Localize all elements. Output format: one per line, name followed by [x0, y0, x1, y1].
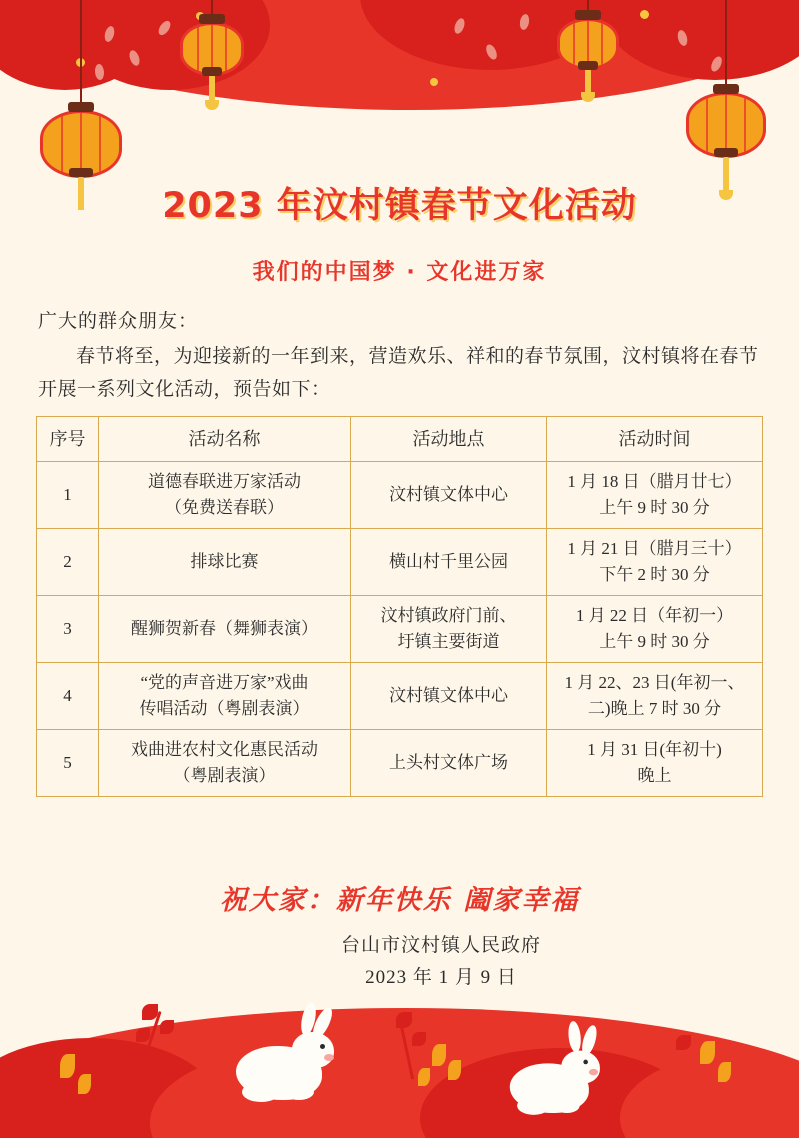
cell-line: 晚上	[637, 766, 672, 785]
page-title: 2023 年汶村镇春节文化活动	[162, 186, 637, 226]
cell-line: “党的声音进万家”戏曲	[140, 673, 309, 692]
lantern-cord	[587, 0, 589, 18]
cell-line: 上头村文体广场	[389, 753, 508, 772]
cell-time	[547, 730, 763, 797]
lantern-cap	[713, 84, 739, 94]
table-row	[37, 596, 763, 663]
decor-blob	[600, 0, 799, 80]
cell-line: （粤剧表演）	[173, 766, 276, 785]
cell-line: 横山村千里公园	[389, 552, 508, 571]
activities-table-wrapper	[36, 416, 762, 797]
rabbit-ear	[567, 1021, 582, 1053]
rabbit-icon	[228, 1024, 338, 1102]
decor-hill	[0, 1038, 220, 1138]
cell-line: 戏曲进农村文化惠民活动	[131, 740, 318, 759]
cell-place	[351, 596, 547, 663]
rabbit-ear	[579, 1024, 599, 1057]
cell-line: 1 月 31 日(年初十)	[587, 740, 722, 759]
decor-dot	[430, 78, 438, 86]
cell-place	[351, 730, 547, 797]
decor-seed	[128, 49, 142, 67]
rabbit-body	[236, 1046, 322, 1100]
cell-name	[99, 730, 351, 797]
cell-line: 醒狮贺新春（舞狮表演）	[131, 619, 318, 638]
cell-line: 汶村镇文体中心	[389, 686, 508, 705]
decor-hill	[620, 1053, 799, 1138]
decor-leaf-gold	[432, 1044, 446, 1066]
decor-seed	[156, 19, 173, 37]
decor-seed	[676, 29, 689, 47]
cell-no: 1	[37, 462, 99, 529]
cell-place	[351, 462, 547, 529]
decor-hill	[150, 1048, 450, 1138]
rabbit-head	[292, 1032, 334, 1068]
decor-leaf	[160, 1020, 174, 1034]
cell-name	[99, 596, 351, 663]
decor-leaf	[396, 1012, 412, 1028]
blessing-text: 祝大家：新年快乐 阖家幸福	[219, 885, 580, 916]
signature-block	[341, 930, 541, 994]
rabbit-eye	[320, 1044, 325, 1049]
cell-no: 3	[37, 596, 99, 663]
lantern-cap	[575, 10, 601, 20]
cell-time	[547, 596, 763, 663]
decor-hill	[420, 1048, 700, 1138]
rabbit-head	[561, 1050, 600, 1083]
lantern-cord	[211, 0, 213, 22]
cell-time	[547, 663, 763, 730]
cell-line: 1 月 21 日（腊月三十）	[567, 539, 742, 558]
lantern-bottom-cap	[202, 67, 222, 76]
decor-seed	[103, 25, 116, 43]
lantern-icon	[40, 110, 122, 178]
decor-leaf	[676, 1035, 691, 1050]
lantern-tassel	[209, 74, 215, 104]
table-row	[37, 462, 763, 529]
lantern-cap	[199, 14, 225, 24]
decor-blob	[360, 0, 620, 70]
lantern-icon	[180, 22, 244, 76]
decor-stem	[141, 1011, 161, 1065]
decor-leaf-gold	[60, 1054, 75, 1078]
lantern-body	[686, 92, 766, 158]
lantern-cord	[725, 0, 727, 92]
cell-line: （免费送春联）	[165, 498, 284, 517]
cell-line: 排球比赛	[190, 552, 259, 571]
lantern-icon	[686, 92, 766, 158]
decor-dot	[76, 58, 85, 67]
decor-stem	[399, 1020, 414, 1079]
top-red-banner	[0, 0, 799, 110]
table-header-name: 活动名称	[99, 417, 351, 462]
rabbit-leg	[242, 1082, 280, 1102]
rabbit-cheek	[589, 1069, 598, 1075]
signature-date: 2023 年 1 月 9 日	[365, 967, 517, 988]
lantern-cap	[68, 102, 94, 112]
cell-no: 4	[37, 663, 99, 730]
cell-name	[99, 462, 351, 529]
cell-no: 2	[37, 529, 99, 596]
table-row	[37, 663, 763, 730]
cell-line: 下午 2 时 30 分	[599, 565, 710, 584]
activities-table	[36, 416, 763, 797]
decor-blob	[0, 0, 160, 90]
intro-paragraph: 春节将至，为迎接新的一年到来，营造欢乐、祥和的春节氛围，汶村镇将在春节开展一系列文化活动，预告如下：	[38, 346, 759, 400]
cell-line: 上午 9 时 30 分	[599, 632, 710, 651]
decor-seed	[94, 64, 104, 81]
cell-name	[99, 529, 351, 596]
decor-leaf-gold	[448, 1060, 461, 1080]
rabbit-leg	[517, 1096, 550, 1114]
bottom-red-banner	[0, 1008, 799, 1138]
lantern-bottom-cap	[69, 168, 93, 177]
decor-seed	[484, 43, 499, 61]
decor-seed	[453, 17, 467, 35]
decor-leaf	[142, 1004, 158, 1020]
lantern-body	[180, 22, 244, 76]
decor-leaf	[136, 1028, 150, 1042]
lantern-bottom-cap	[714, 148, 738, 157]
cell-line: 1 月 18 日（腊月廿七）	[567, 472, 742, 491]
table-row	[37, 730, 763, 797]
cell-name	[99, 663, 351, 730]
cell-no: 5	[37, 730, 99, 797]
cell-line: 二)晚上 7 时 30 分	[587, 699, 722, 718]
rabbit-leg	[554, 1098, 580, 1113]
cell-line: 1 月 22、23 日(年初一、	[564, 673, 745, 692]
table-header-time: 活动时间	[547, 417, 763, 462]
lantern-body	[557, 18, 619, 70]
table-row	[37, 529, 763, 596]
cell-time	[547, 462, 763, 529]
lantern-icon	[557, 18, 619, 70]
cell-line: 传唱活动（粤剧表演）	[139, 699, 310, 718]
salutation-text: 广大的群众朋友：	[38, 311, 199, 332]
page-subtitle: 我们的中国梦 · 文化进万家	[252, 260, 547, 285]
rabbit-ear	[299, 1001, 319, 1037]
lantern-cord	[80, 0, 82, 110]
table-header-place: 活动地点	[351, 417, 547, 462]
decor-dot	[640, 10, 649, 19]
cell-line: 圩镇主要街道	[397, 632, 500, 651]
cell-time	[547, 529, 763, 596]
cell-line: 汶村镇文体中心	[389, 485, 508, 504]
cell-line: 汶村镇政府门前、	[380, 606, 517, 625]
decor-leaf-gold	[718, 1062, 731, 1082]
decor-seed	[709, 55, 724, 73]
rabbit-eye	[583, 1060, 588, 1065]
rabbit-body	[510, 1063, 589, 1113]
cell-line: 上午 9 时 30 分	[599, 498, 710, 517]
table-header-no: 序号	[37, 417, 99, 462]
rabbit-ear	[309, 1005, 336, 1041]
decor-leaf-gold	[700, 1041, 715, 1064]
decor-leaf-gold	[78, 1074, 91, 1094]
rabbit-cheek	[324, 1054, 334, 1061]
rabbit-leg	[284, 1084, 314, 1100]
rabbit-icon	[502, 1043, 603, 1115]
signature-organization: 台山市汶村镇人民政府	[340, 935, 541, 956]
cell-place	[351, 529, 547, 596]
decor-blob	[70, 0, 270, 90]
lantern-body	[40, 110, 122, 178]
decor-leaf	[412, 1032, 426, 1046]
cell-line: 道德春联进万家活动	[148, 472, 301, 491]
lantern-tassel	[585, 68, 591, 96]
decor-leaf-gold	[418, 1068, 430, 1086]
table-header-row	[37, 417, 763, 462]
cell-place	[351, 663, 547, 730]
cell-line: 1 月 22 日（年初一）	[575, 606, 734, 625]
lantern-bottom-cap	[578, 61, 598, 70]
decor-dot	[196, 12, 204, 20]
decor-seed	[519, 13, 531, 30]
